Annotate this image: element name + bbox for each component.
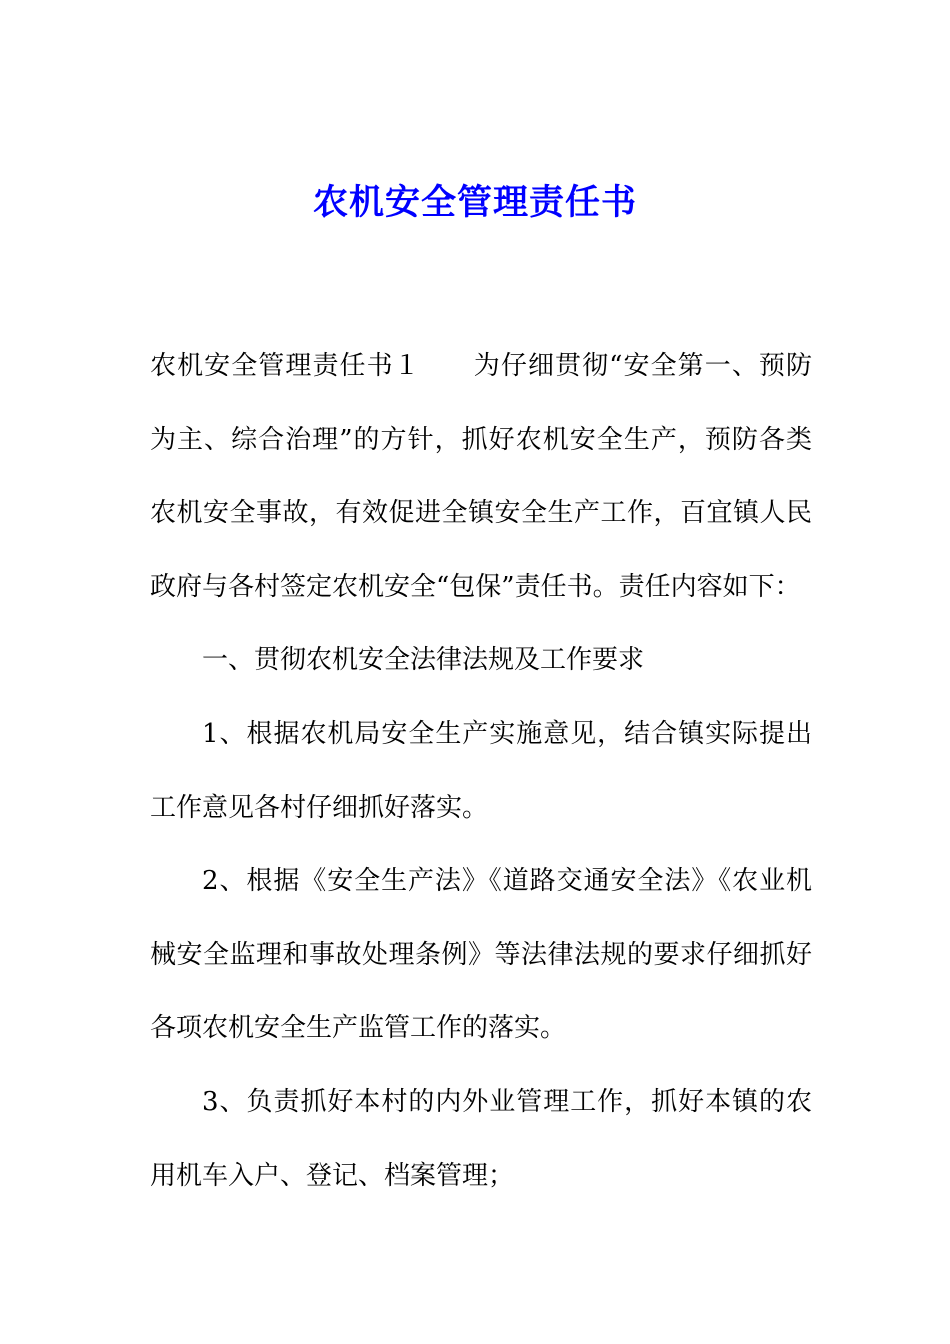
paragraph-intro-lead: 农机安全管理责任书１ (150, 351, 421, 381)
document-body (150, 330, 812, 1213)
paragraph-item-1: 1、根据农机局安全生产实施意见，结合镇实际提出工作意见各村仔细抓好落实。 (150, 718, 812, 823)
document-title: 农机安全管理责任书 (312, 182, 637, 223)
paragraph-intro (150, 330, 812, 624)
paragraph-item-3: 3、负责抓好本村的内外业管理工作，抓好本镇的农用机车入户、登记、档案管理； (150, 1086, 812, 1191)
paragraph-intro-text: 为仔细贯彻“安全第一、预防为主、综合治理”的方针，抓好农机安全生产，预防各类农机安全事故，有效促进全镇安全生产工作，百宜镇人民政府与各村签定农机安全“包保”责任书。责任内容如下： (150, 351, 812, 602)
paragraph-item-2: 2、根据《安全生产法》《道路交通安全法》《农业机械安全监理和事故处理条例》等法律法规的要求仔细抓好各项农机安全生产监管工作的落实。 (150, 866, 812, 1044)
section-heading-1: 一、贯彻农机安全法律法规及工作要求 (202, 645, 645, 676)
